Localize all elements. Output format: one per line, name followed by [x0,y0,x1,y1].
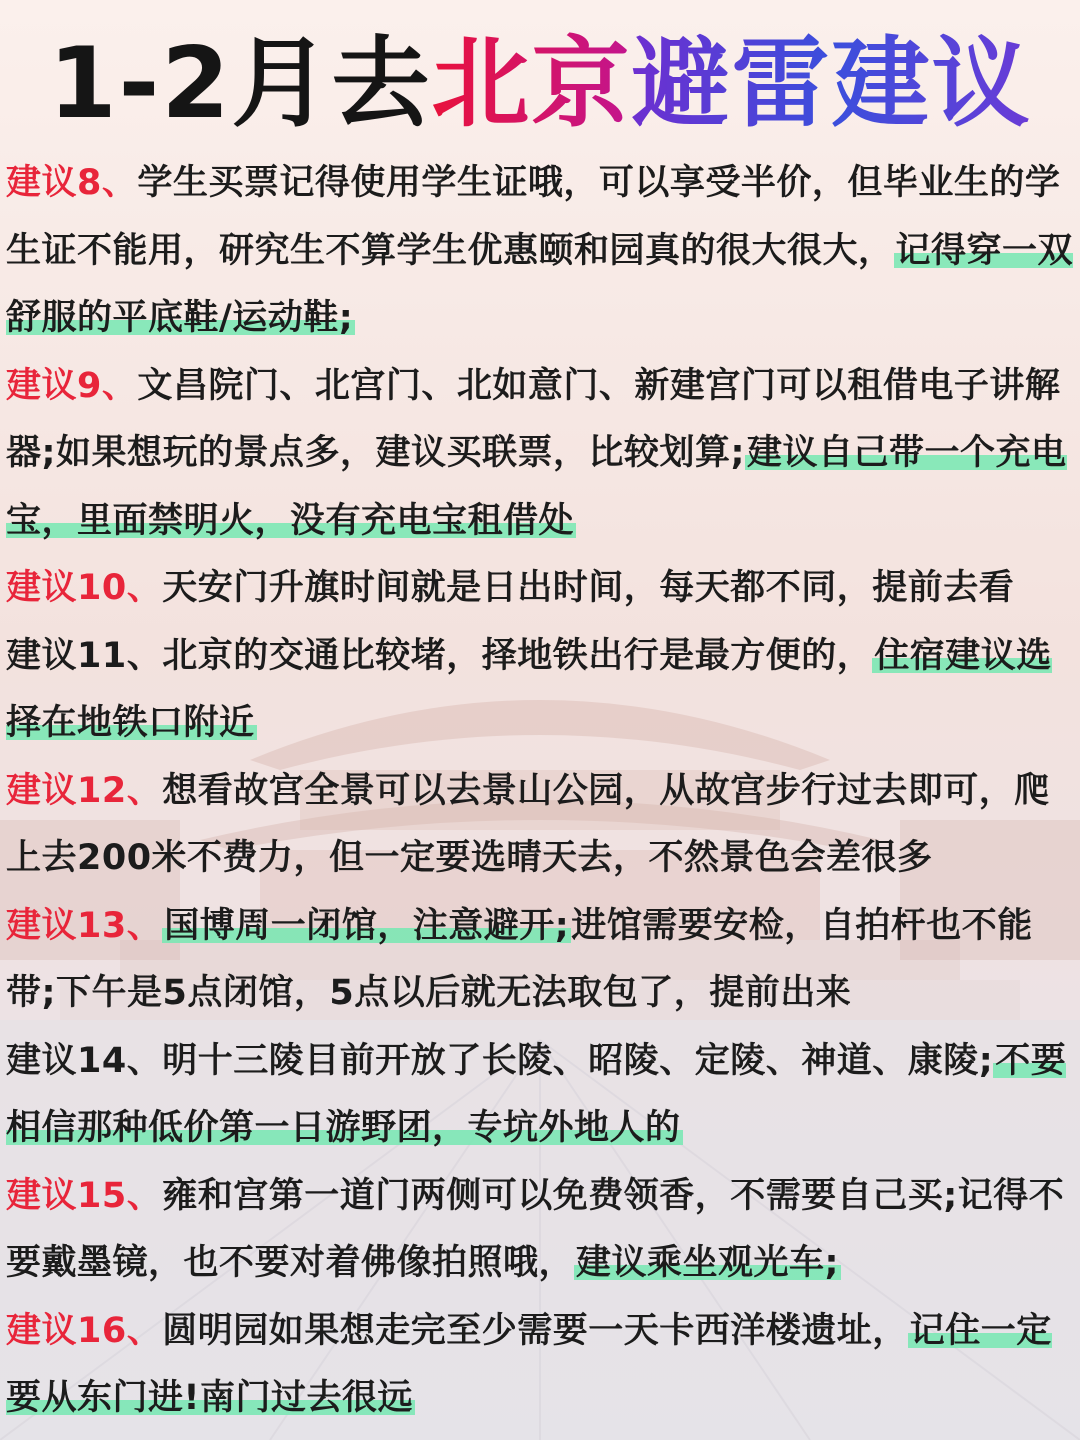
tip-label: 建议11、 [6,635,163,676]
title-beijing: 北京 [431,27,632,141]
tip-text: 天安门升旗时间就是日出时间，每天都不同，提前去看 [162,568,1015,608]
tip-label: 建议15、 [6,1175,163,1216]
tip-label: 建议13、 [6,905,163,946]
title-prefix: 1-2月去 [48,27,432,141]
tip-paragraph [6,555,1076,623]
tip-highlight-text: 记得穿一双舒服的平底鞋/运动鞋; [6,230,1074,338]
tip-highlight-text: 建议乘坐观光车; [576,1243,840,1283]
tip-text: 圆明园如果想走完至少需要一天卡西洋楼遗址， [162,1310,908,1351]
tip-highlight-text: 国博周一闭馆，注意避开; [164,905,570,946]
title-rest: 避雷建议 [631,27,1032,141]
tip-text: 进馆需要安检，自拍杆也不能带;下午是5点闭馆，5点以后就无法取包了，提前出来 [6,905,1033,1013]
tip-paragraph [6,893,1076,1028]
tip-label: 建议8、 [6,163,138,203]
tip-label: 建议12、 [6,770,163,811]
tip-paragraph [6,758,1076,893]
tip-text: 雍和宫第一道门两侧可以免费领香，不需要自己买;记得不要戴墨镜，也不要对着佛像拍照哦， [6,1175,1065,1283]
tip-text: 北京的交通比较堵，择地铁出行是最方便的， [162,635,873,676]
tip-paragraph [6,1298,1076,1433]
tip-highlight-text: 不要相信那种低价第一日游野团，专坑外地人的 [6,1040,1067,1148]
tip-label: 建议14、 [6,1040,163,1081]
tip-text: 学生买票记得使用学生证哦，可以享受半价，但毕业生的学生证不能用，研究生不算学生优惠颐和园真的很大很大， [6,163,1061,271]
tip-highlight-text: 住宿建议选择在地铁口附近 [6,635,1052,743]
tip-highlight-text: 记住一定要从东门进!南门过去很远 [6,1310,1052,1418]
tip-paragraph [6,623,1076,758]
tip-label: 建议10、 [6,568,163,608]
tip-label: 建议9、 [6,365,138,406]
tip-paragraph [6,150,1076,353]
tip-text: 想看故宫全景可以去景山公园，从故宫步行过去即可，爬上去200米不费力，但一定要选晴天去，不然景色会差很多 [6,770,1050,878]
tip-paragraph [6,1163,1076,1298]
tip-paragraph [6,353,1076,556]
tip-highlight-text: 建议自己带一个充电宝，里面禁明火，没有充电宝租借处 [6,433,1067,541]
tip-label: 建议16、 [6,1310,163,1351]
tips-list [6,150,1076,1433]
page-title [0,24,1080,144]
tip-paragraph [6,1028,1076,1163]
tip-text: 明十三陵目前开放了长陵、昭陵、定陵、神道、康陵; [162,1040,994,1081]
tip-text: 文昌院门、北宫门、北如意门、新建宫门可以租借电子讲解器;如果想玩的景点多，建议买联票，比较划算; [6,365,1061,473]
